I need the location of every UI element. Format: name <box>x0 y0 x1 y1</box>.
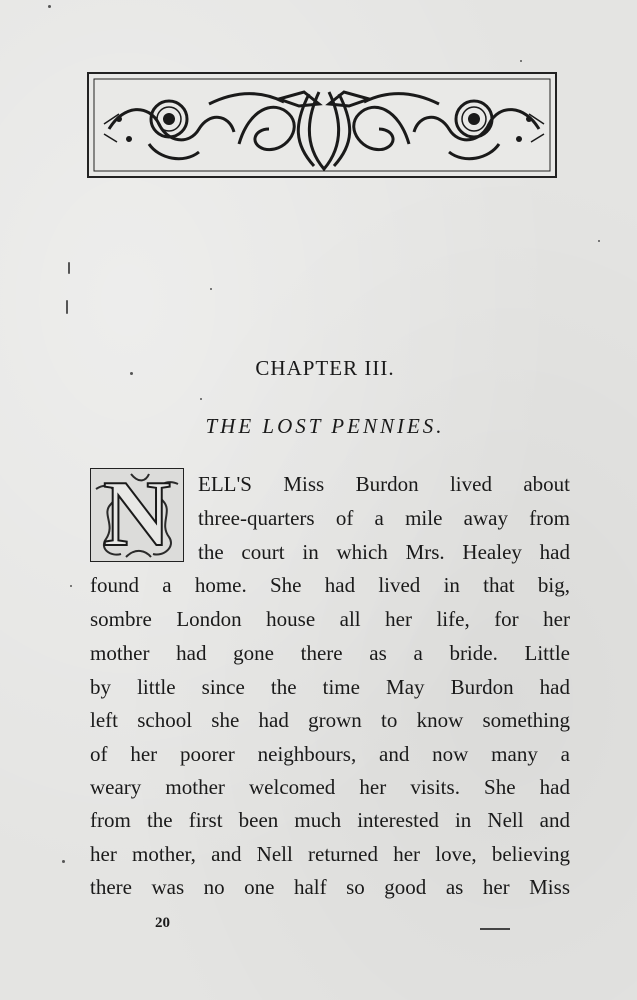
body-line-9: of her poorer neighbours, and now many a <box>90 742 570 766</box>
body-line-2: three-quarters of a mile away from <box>198 506 570 530</box>
body-line-7: by little since the time May Burdon had <box>90 675 570 699</box>
body-line-4: found a home. She had lived in that big, <box>90 573 570 597</box>
body-line-3: the court in which Mrs. Healey had <box>198 540 570 564</box>
headpiece-ornament-icon <box>89 74 559 180</box>
body-line-11: from the first been much interested in Nell and <box>90 808 570 832</box>
body-line-10: weary mother welcomed her visits. She had <box>90 775 570 799</box>
page-number: 20 <box>155 915 170 931</box>
footer-dash-mark <box>480 928 510 930</box>
body-line-8: left school she had grown to know something <box>90 708 570 732</box>
chapter-subtitle: THE LOST PENNIES. <box>205 414 445 438</box>
chapter-title: CHAPTER III. <box>255 356 395 380</box>
body-line-12: her mother, and Nell returned her love, believing <box>90 842 570 866</box>
body-line-13: there was no one half so good as her Miss <box>90 875 570 899</box>
body-line-1: ELL'S Miss Burdon lived about <box>198 472 570 496</box>
dropcap-letter: N <box>103 462 171 566</box>
body-line-5: sombre London house all her life, for her <box>90 607 570 631</box>
dropcap <box>90 462 184 566</box>
ornamental-headpiece <box>87 72 557 178</box>
body-line-6: mother had gone there as a bride. Little <box>90 641 570 665</box>
